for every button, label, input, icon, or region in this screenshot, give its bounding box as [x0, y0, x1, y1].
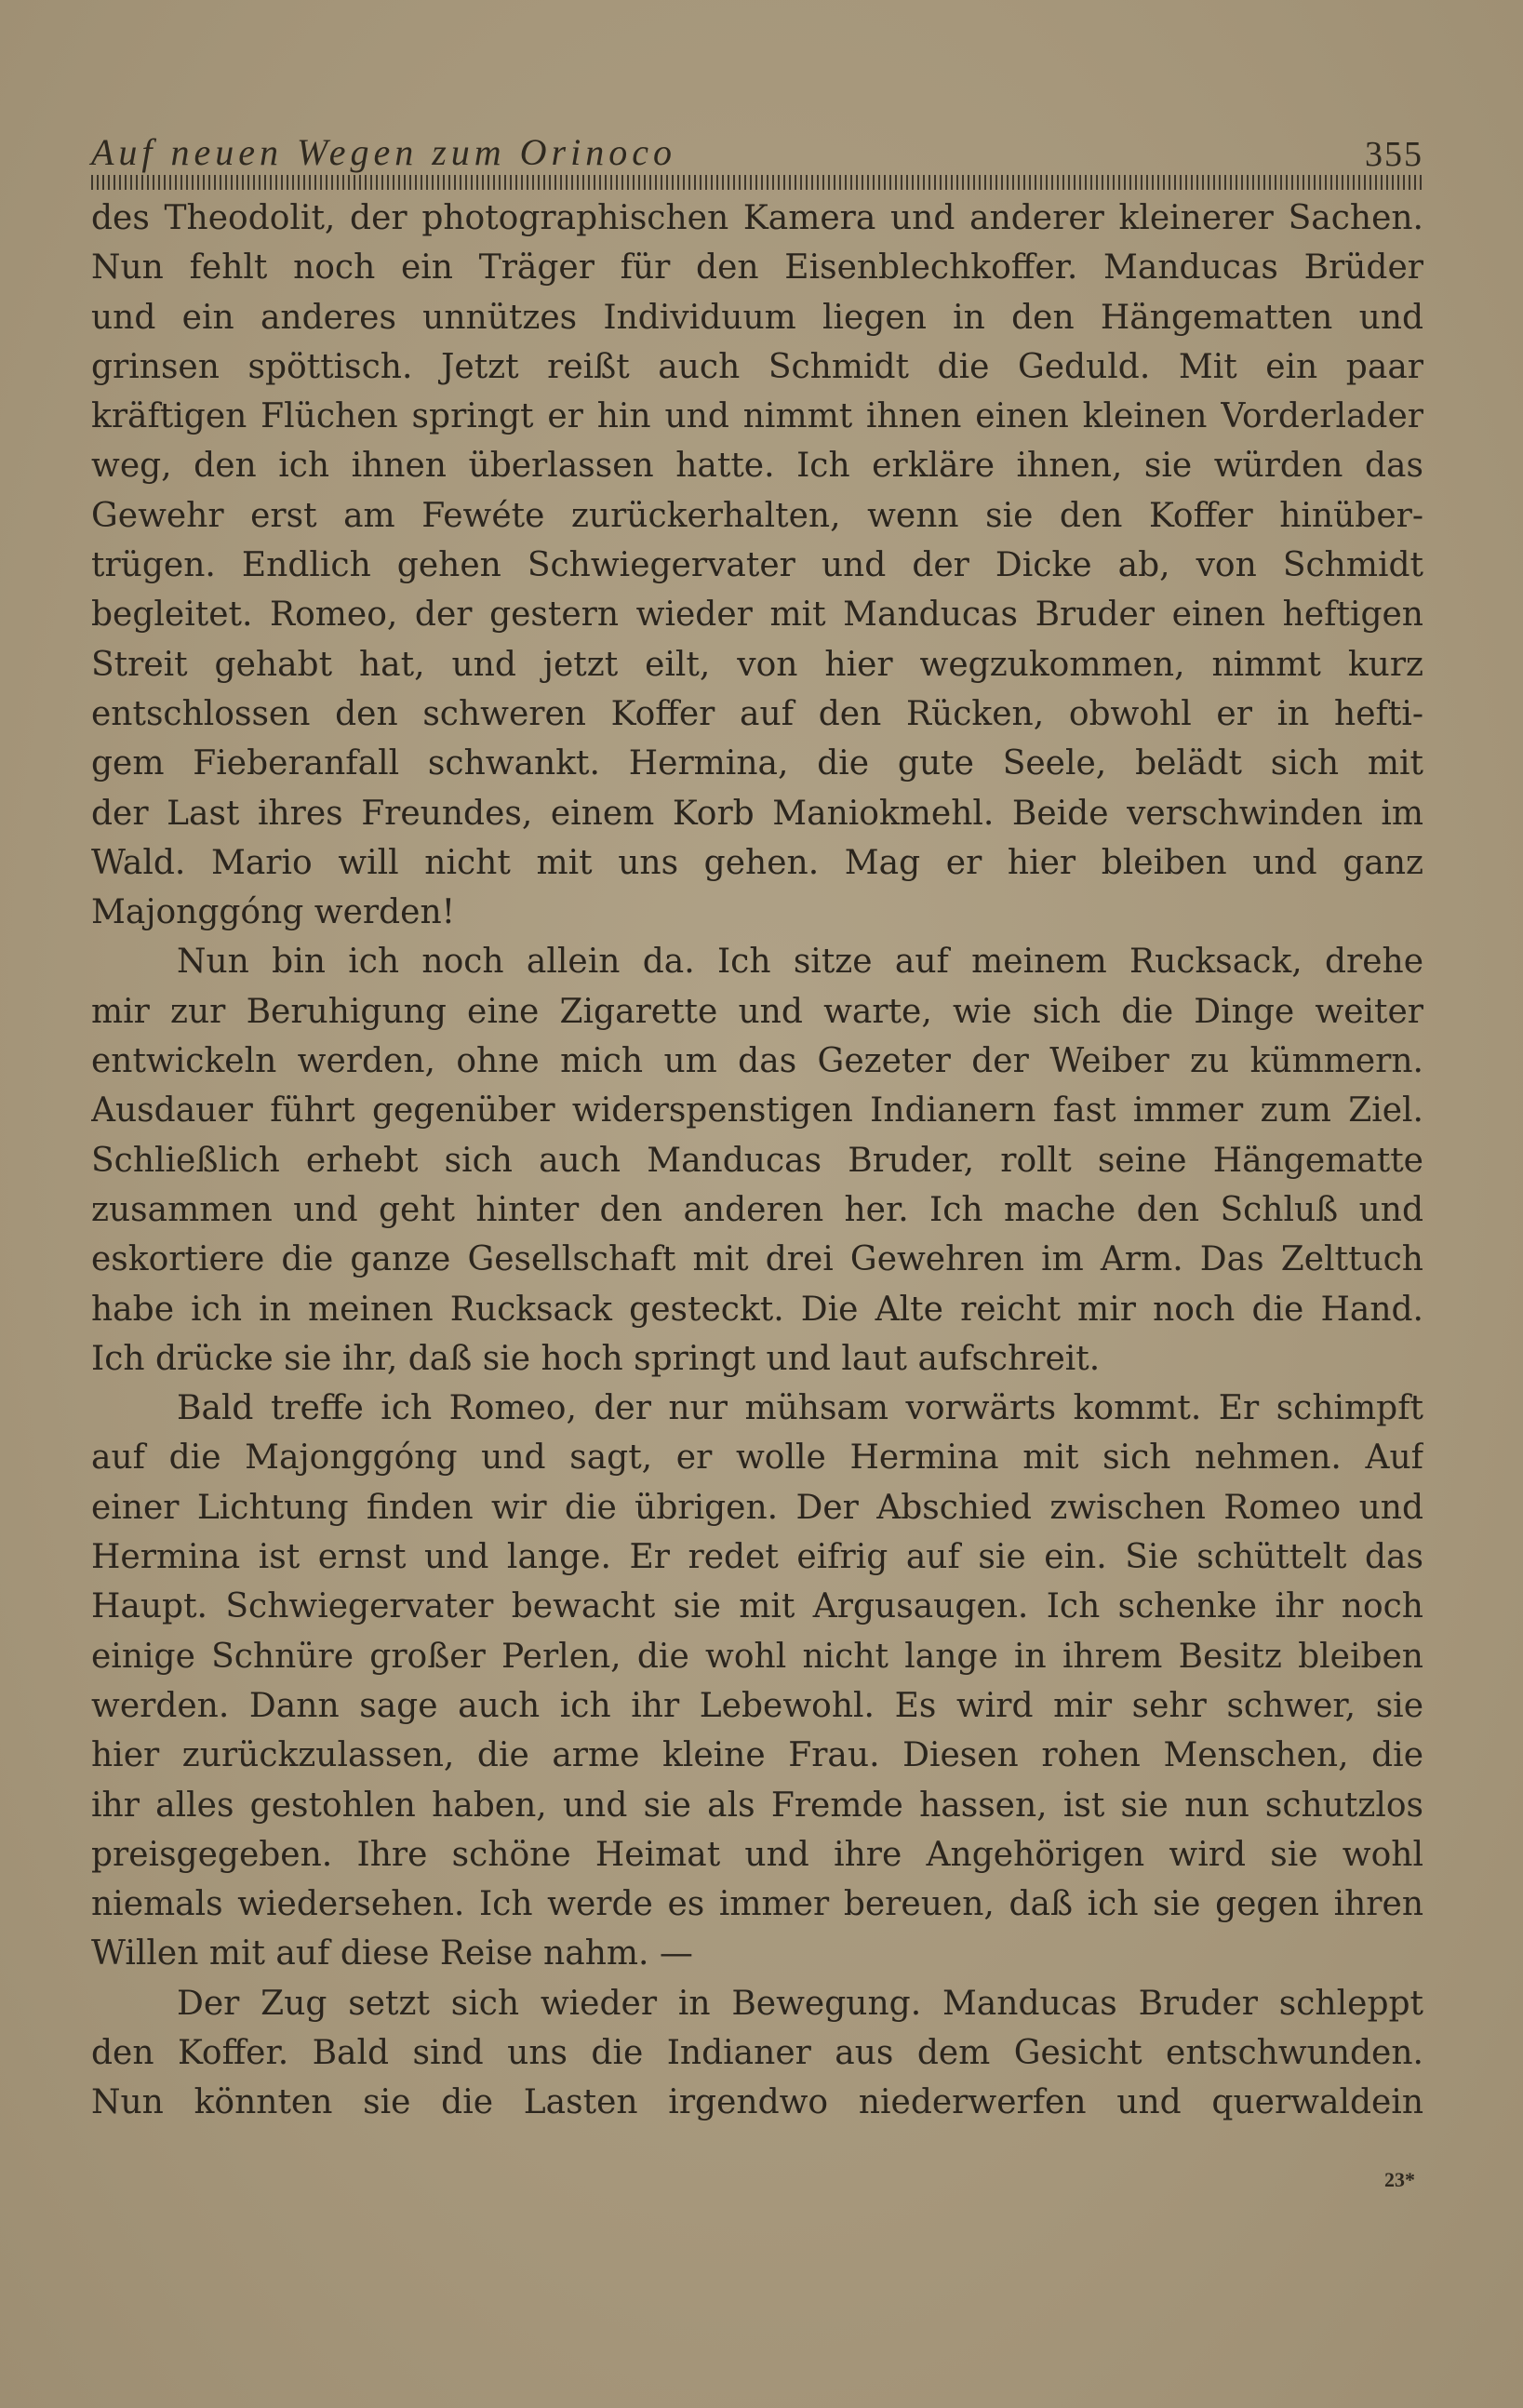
text-line: einer Lichtung finden wir die übrigen. Der Abschied zwischen Romeo und [91, 1488, 1423, 1527]
text-line: Haupt. Schwiegervater bewacht sie mit Argusaugen. Ich schenke ihr noch [91, 1587, 1423, 1626]
text-line: ihr alles gestohlen haben, und sie als Fremde hassen, ist sie nun schutzlos [91, 1786, 1423, 1825]
body-text [91, 194, 1423, 2128]
text-line: Hermina ist ernst und lange. Er redet eifrig auf sie ein. Sie schüttelt das [91, 1538, 1423, 1577]
text-line: auf die Majonggóng und sagt, er wolle Hermina mit sich nehmen. Auf [91, 1438, 1423, 1478]
text-line: Gewehr erst am Fewéte zurückerhalten, wenn sie den Koffer hinüber- [91, 496, 1423, 535]
text-line: Ausdauer führt gegenüber widerspenstigen Indianern fast immer zum Ziel. [91, 1091, 1423, 1130]
page-header [91, 130, 1423, 175]
text-line: Bald treffe ich Romeo, der nur mühsam vorwärts kommt. Er schimpft [177, 1389, 1423, 1428]
text-line: weg, den ich ihnen überlassen hatte. Ich erkläre ihnen, sie würden das [91, 447, 1423, 486]
text-line: Der Zug setzt sich wieder in Bewegung. Manducas Bruder schleppt [177, 1984, 1423, 2023]
text-line: niemals wiedersehen. Ich werde es immer bereuen, daß ich sie gegen ihren [91, 1885, 1423, 1924]
text-line: grinsen spöttisch. Jetzt reißt auch Schmidt die Geduld. Mit ein paar [91, 347, 1423, 386]
header-rule [91, 175, 1423, 190]
text-line: Willen mit auf diese Reise nahm. — [91, 1934, 693, 1973]
text-line: Ich drücke sie ihr, daß sie hoch springt und laut aufschreit. [91, 1339, 1101, 1378]
text-line: entschlossen den schweren Koffer auf den Rücken, obwohl er in hefti- [91, 694, 1423, 733]
running-title: Auf neuen Wegen zum Orinoco [91, 131, 676, 173]
text-line: entwickeln werden, ohne mich um das Gezeter der Weiber zu kümmern. [91, 1042, 1423, 1081]
text-line: eskortiere die ganze Gesellschaft mit drei Gewehren im Arm. Das Zelttuch [91, 1240, 1423, 1279]
text-line: Schließlich erhebt sich auch Manducas Bruder, rollt seine Hängematte [91, 1141, 1423, 1180]
text-line: Nun könnten sie die Lasten irgendwo niederwerfen und querwaldein [91, 2083, 1423, 2122]
text-line: des Theodolit, der photographischen Kamera und anderer kleinerer Sachen. [91, 199, 1423, 237]
text-line: und ein anderes unnützes Individuum liegen in den Hängematten und [91, 298, 1423, 337]
text-line: werden. Dann sage auch ich ihr Lebewohl. Es wird mir sehr schwer, sie [91, 1686, 1423, 1725]
text-line: Wald. Mario will nicht mit uns gehen. Mag er hier bleiben und ganz [91, 843, 1423, 882]
text-line: der Last ihres Freundes, einem Korb Maniokmehl. Beide verschwinden im [91, 794, 1423, 833]
text-line: trügen. Endlich gehen Schwiegervater und der Dicke ab, von Schmidt [91, 546, 1423, 585]
signature-mark: 23* [1384, 2168, 1415, 2191]
text-line: habe ich in meinen Rucksack gesteckt. Die Alte reicht mir noch die Hand. [91, 1290, 1423, 1329]
text-line: einige Schnüre großer Perlen, die wohl nicht lange in ihrem Besitz bleiben [91, 1637, 1423, 1676]
text-line: hier zurückzulassen, die arme kleine Frau. Diesen rohen Menschen, die [91, 1736, 1423, 1775]
text-line: begleitet. Romeo, der gestern wieder mit Manducas Bruder einen heftigen [91, 595, 1423, 635]
text-line: gem Fieberanfall schwankt. Hermina, die gute Seele, belädt sich mit [91, 744, 1423, 783]
text-line: Nun fehlt noch ein Träger für den Eisenblechkoffer. Manducas Brüder [91, 248, 1423, 288]
text-line: Streit gehabt hat, und jetzt eilt, von hier wegzukommen, nimmt kurz [91, 645, 1423, 684]
text-line: den Koffer. Bald sind uns die Indianer aus dem Gesicht entschwunden. [91, 2033, 1423, 2072]
text-line: Majonggóng werden! [91, 893, 456, 932]
book-page [91, 130, 1423, 2128]
text-line: preisgegeben. Ihre schöne Heimat und ihre Angehörigen wird sie wohl [91, 1835, 1423, 1874]
text-line: Nun bin ich noch allein da. Ich sitze auf meinem Rucksack, drehe [177, 943, 1423, 982]
text-line: zusammen und geht hinter den anderen her. Ich mache den Schluß und [91, 1190, 1423, 1229]
text-line: mir zur Beruhigung eine Zigarette und warte, wie sich die Dinge weiter [91, 992, 1423, 1031]
page-number: 355 [1365, 135, 1423, 174]
text-line: kräftigen Flüchen springt er hin und nimmt ihnen einen kleinen Vorderlader [91, 397, 1423, 436]
